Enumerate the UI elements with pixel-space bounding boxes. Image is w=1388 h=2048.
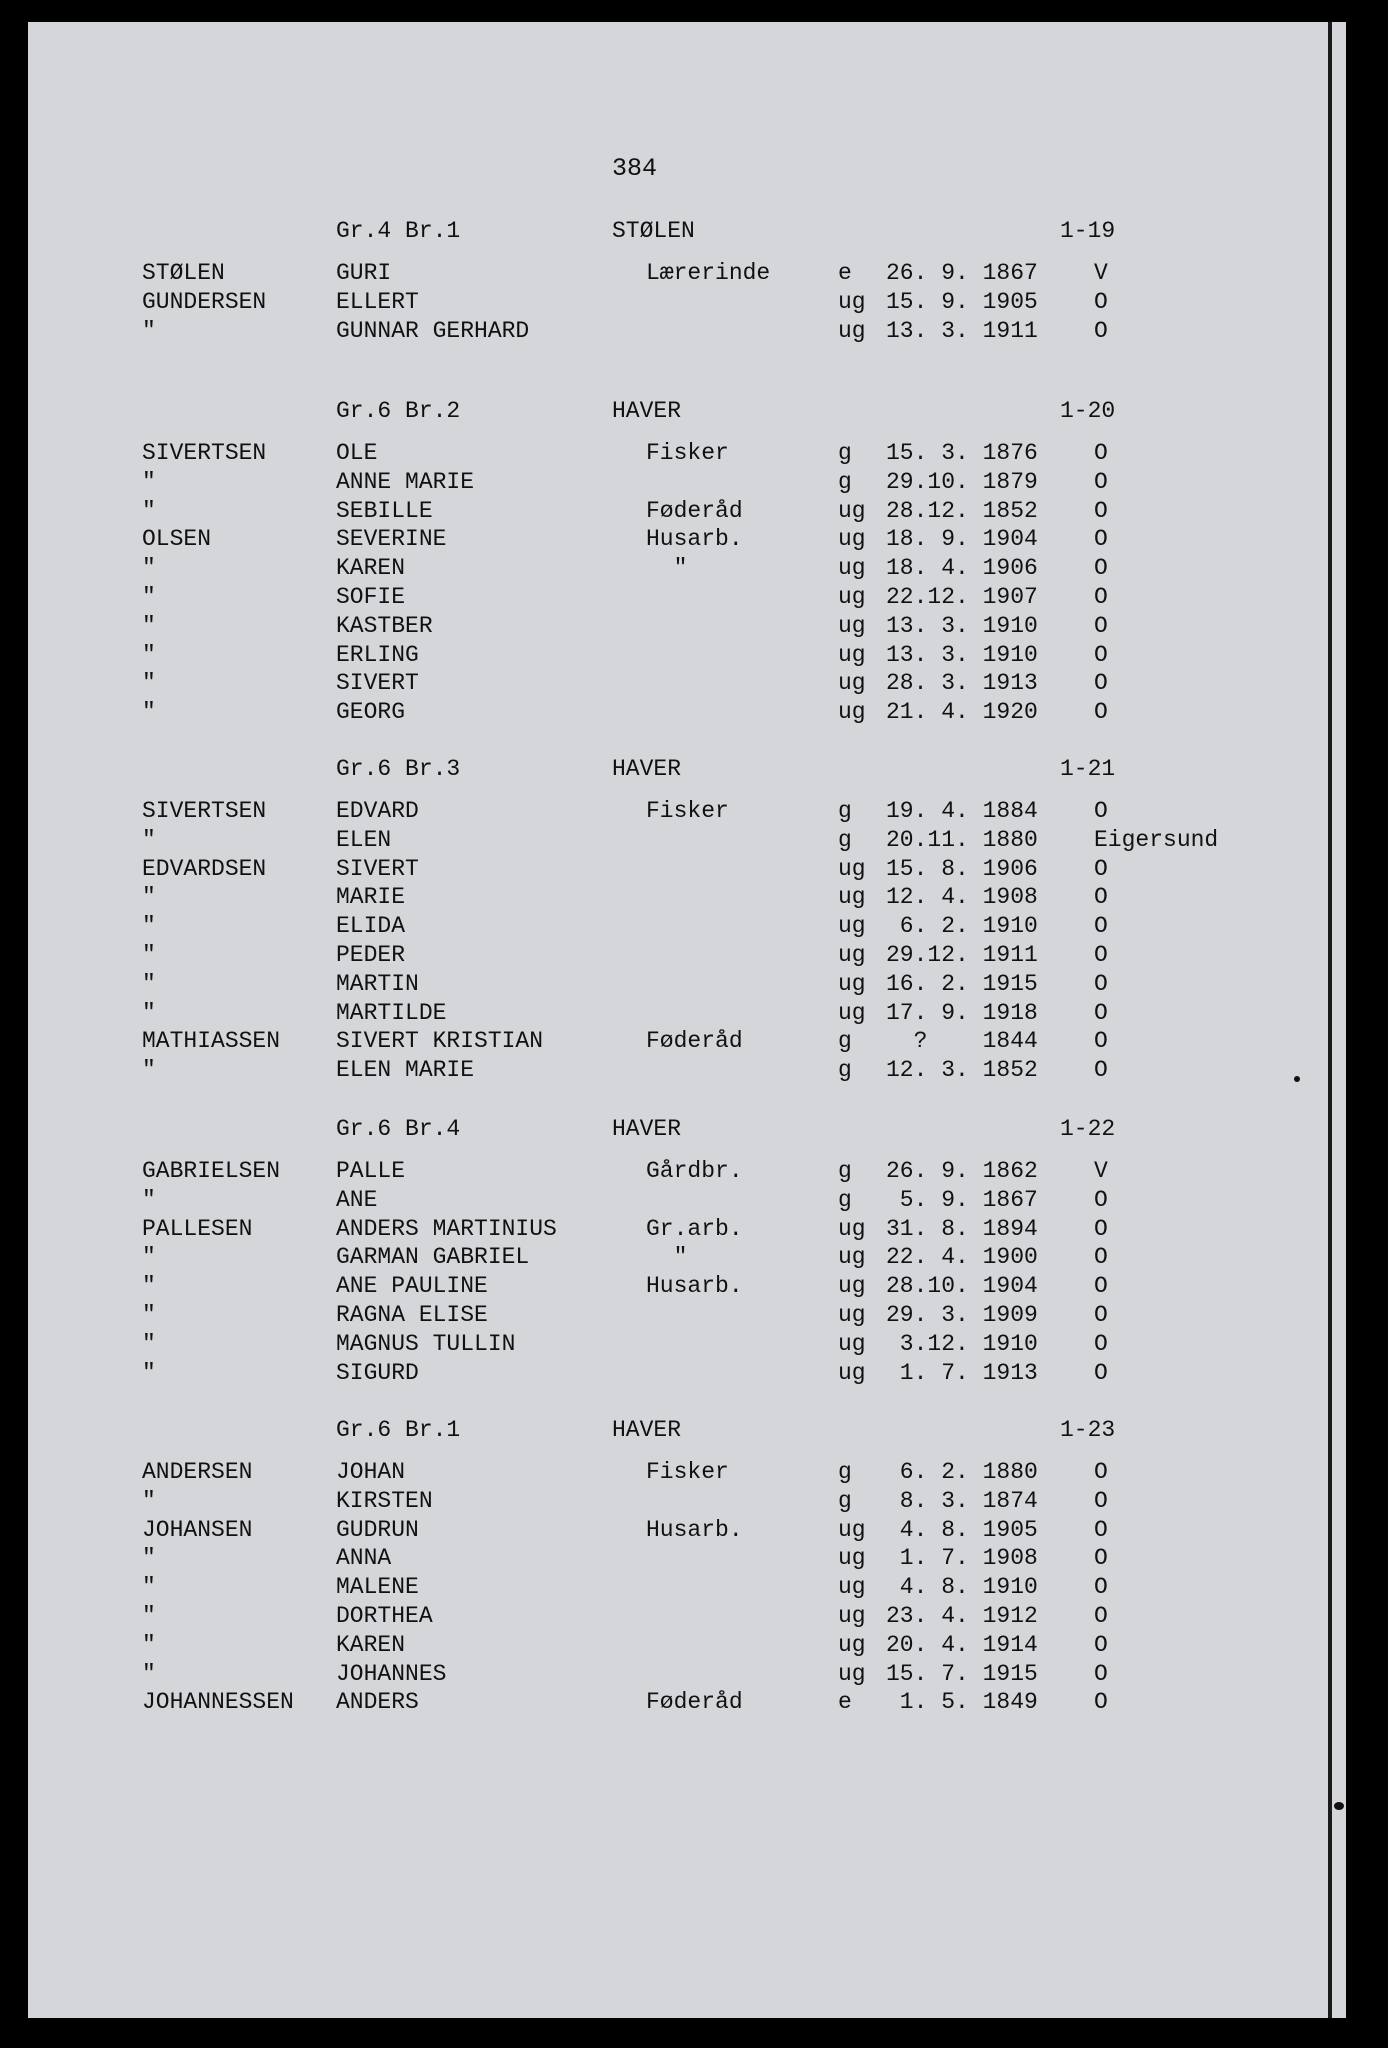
given-name: JOHAN: [336, 1459, 406, 1485]
given-name: KAREN: [336, 555, 406, 582]
given-name: MARIE: [336, 884, 406, 911]
surname: ": [142, 699, 156, 726]
marital-status: ug: [838, 612, 866, 639]
birthplace: O: [1094, 1359, 1108, 1386]
birthplace: O: [1094, 1273, 1108, 1300]
section-gr-br: Gr.4 Br.1: [336, 218, 461, 244]
document-page: [28, 22, 1346, 2018]
birth-date: 1. 5. 1849: [886, 1689, 1038, 1716]
given-name: GUNNAR GERHARD: [336, 317, 530, 344]
marital-status: e: [838, 1689, 852, 1716]
surname: GUNDERSEN: [142, 288, 267, 315]
birthplace: O: [1094, 612, 1108, 639]
birthplace: V: [1094, 1158, 1108, 1184]
birth-date: 20. 4. 1914: [886, 1631, 1038, 1658]
surname: ": [142, 1487, 156, 1514]
given-name: OLE: [336, 440, 378, 466]
surname: ": [142, 942, 156, 968]
occupation: Føderåd: [646, 1689, 743, 1716]
occupation: Husarb.: [646, 526, 743, 553]
marital-status: ug: [838, 1359, 866, 1386]
marital-status: g: [838, 1487, 852, 1514]
birth-date: 4. 8. 1910: [886, 1574, 1038, 1601]
surname: ": [142, 970, 156, 997]
surname: ": [142, 612, 156, 639]
marital-status: ug: [838, 1302, 866, 1328]
given-name: KASTBER: [336, 612, 433, 639]
birth-date: 29.10. 1879: [886, 468, 1038, 495]
birth-date: 6. 2. 1880: [886, 1459, 1038, 1485]
marital-status: g: [838, 798, 852, 824]
birthplace: O: [1094, 1516, 1108, 1543]
surname: STØLEN: [142, 260, 225, 286]
given-name: EDVARD: [336, 798, 419, 824]
marital-status: ug: [838, 317, 866, 344]
marital-status: g: [838, 1057, 852, 1084]
occupation: Føderåd: [646, 497, 743, 524]
birthplace: O: [1094, 699, 1108, 726]
birth-date: 3.12. 1910: [886, 1330, 1038, 1357]
surname: ": [142, 1545, 156, 1572]
marital-status: g: [838, 468, 852, 495]
birth-date: 1. 7. 1908: [886, 1545, 1038, 1572]
birthplace: O: [1094, 1689, 1108, 1716]
marital-status: ug: [838, 1273, 866, 1300]
birthplace: O: [1094, 1603, 1108, 1629]
birthplace: O: [1094, 884, 1108, 911]
section-farm-name: HAVER: [612, 756, 682, 782]
marital-status: ug: [838, 855, 866, 882]
birth-date: 16. 2. 1915: [886, 970, 1038, 997]
marital-status: ug: [838, 641, 866, 668]
birth-date: 15. 9. 1905: [886, 288, 1038, 315]
birthplace: O: [1094, 1330, 1108, 1357]
marital-status: ug: [838, 526, 866, 553]
birthplace: O: [1094, 1057, 1108, 1084]
birthplace: O: [1094, 1302, 1108, 1328]
section-gr-br: Gr.6 Br.4: [336, 1116, 461, 1142]
birth-date: 12. 3. 1852: [886, 1057, 1038, 1084]
surname: EDVARDSEN: [142, 855, 267, 882]
birthplace: V: [1094, 260, 1108, 286]
birthplace: O: [1094, 1244, 1108, 1271]
occupation: ": [646, 1244, 688, 1271]
section-farm-name: HAVER: [612, 1116, 682, 1142]
birthplace: O: [1094, 1631, 1108, 1658]
birthplace: O: [1094, 497, 1108, 524]
given-name: ANNA: [336, 1545, 392, 1572]
marital-status: ug: [838, 699, 866, 726]
surname: SIVERTSEN: [142, 440, 267, 466]
birth-date: 13. 3. 1910: [886, 641, 1038, 668]
given-name: KAREN: [336, 1631, 406, 1658]
birth-date: 18. 4. 1906: [886, 555, 1038, 582]
surname: ": [142, 1186, 156, 1213]
section-household-number: 1-21: [1060, 756, 1116, 782]
birth-date: ? 1844: [886, 1028, 1038, 1055]
marital-status: ug: [838, 1574, 866, 1601]
birthplace: O: [1094, 1459, 1108, 1485]
marital-status: g: [838, 1158, 852, 1184]
section-farm-name: STØLEN: [612, 218, 695, 244]
surname: PALLESEN: [142, 1215, 253, 1242]
birthplace: O: [1094, 1574, 1108, 1601]
given-name: ERLING: [336, 641, 419, 668]
surname: ANDERSEN: [142, 1459, 253, 1485]
marital-status: ug: [838, 1603, 866, 1629]
section-farm-name: HAVER: [612, 1417, 682, 1443]
surname: ": [142, 555, 156, 582]
surname: ": [142, 641, 156, 668]
birthplace: O: [1094, 798, 1108, 824]
marital-status: ug: [838, 1545, 866, 1572]
birthplace: O: [1094, 555, 1108, 582]
occupation: Fisker: [646, 798, 729, 824]
occupation: ": [646, 555, 688, 582]
given-name: ANE: [336, 1186, 378, 1213]
surname: ": [142, 1057, 156, 1084]
surname: ": [142, 317, 156, 344]
given-name: PEDER: [336, 942, 406, 968]
marital-status: ug: [838, 288, 866, 315]
birthplace: O: [1094, 468, 1108, 495]
birth-date: 17. 9. 1918: [886, 999, 1038, 1026]
birthplace: O: [1094, 855, 1108, 882]
marital-status: ug: [838, 999, 866, 1026]
section-household-number: 1-23: [1060, 1417, 1116, 1443]
given-name: ELLERT: [336, 288, 419, 315]
birthplace: O: [1094, 288, 1108, 315]
given-name: RAGNA ELISE: [336, 1302, 488, 1328]
section-household-number: 1-22: [1060, 1116, 1116, 1142]
birthplace: O: [1094, 1487, 1108, 1514]
birthplace: O: [1094, 1186, 1108, 1213]
given-name: MAGNUS TULLIN: [336, 1330, 516, 1357]
given-name: DORTHEA: [336, 1603, 433, 1629]
birth-date: 29. 3. 1909: [886, 1302, 1038, 1328]
birthplace: O: [1094, 317, 1108, 344]
birthplace: O: [1094, 970, 1108, 997]
marital-status: ug: [838, 1660, 866, 1687]
given-name: SEVERINE: [336, 526, 447, 553]
given-name: ANNE MARIE: [336, 468, 475, 495]
occupation: Husarb.: [646, 1516, 743, 1543]
marital-status: ug: [838, 884, 866, 911]
marital-status: ug: [838, 1330, 866, 1357]
surname: ": [142, 884, 156, 911]
section-gr-br: Gr.6 Br.1: [336, 1417, 461, 1443]
surname: JOHANSEN: [142, 1516, 253, 1543]
marital-status: ug: [838, 497, 866, 524]
scan-speck: [1334, 1802, 1344, 1810]
birth-date: 22.12. 1907: [886, 584, 1038, 610]
marital-status: g: [838, 1028, 852, 1055]
marital-status: ug: [838, 1516, 866, 1543]
birth-date: 15. 7. 1915: [886, 1660, 1038, 1687]
given-name: GEORG: [336, 699, 406, 726]
given-name: ELEN MARIE: [336, 1057, 475, 1084]
given-name: SOFIE: [336, 584, 406, 610]
occupation: Lærerinde: [646, 260, 771, 286]
given-name: ANE PAULINE: [336, 1273, 488, 1300]
surname: ": [142, 1603, 156, 1629]
surname: JOHANNESSEN: [142, 1689, 294, 1716]
marital-status: ug: [838, 1244, 866, 1271]
birth-date: 29.12. 1911: [886, 942, 1038, 968]
given-name: GARMAN GABRIEL: [336, 1244, 530, 1271]
birth-date: 23. 4. 1912: [886, 1603, 1038, 1629]
marital-status: e: [838, 260, 852, 286]
occupation: Fisker: [646, 440, 729, 466]
given-name: SIVERT: [336, 855, 419, 882]
given-name: SIVERT: [336, 670, 419, 697]
section-farm-name: HAVER: [612, 398, 682, 424]
marital-status: g: [838, 1186, 852, 1213]
given-name: JOHANNES: [336, 1660, 447, 1687]
occupation: Gr.arb.: [646, 1215, 743, 1242]
birth-date: 28.12. 1852: [886, 497, 1038, 524]
surname: ": [142, 826, 156, 853]
birthplace: O: [1094, 1028, 1108, 1055]
surname: ": [142, 1660, 156, 1687]
given-name: ANDERS MARTINIUS: [336, 1215, 557, 1242]
marital-status: ug: [838, 555, 866, 582]
given-name: SEBILLE: [336, 497, 433, 524]
birth-date: 28. 3. 1913: [886, 670, 1038, 697]
birth-date: 31. 8. 1894: [886, 1215, 1038, 1242]
marital-status: ug: [838, 970, 866, 997]
birthplace: O: [1094, 913, 1108, 940]
surname: ": [142, 497, 156, 524]
birth-date: 12. 4. 1908: [886, 884, 1038, 911]
marital-status: ug: [838, 1215, 866, 1242]
birthplace: O: [1094, 999, 1108, 1026]
occupation: Fisker: [646, 1459, 729, 1485]
birth-date: 5. 9. 1867: [886, 1186, 1038, 1213]
marital-status: g: [838, 826, 852, 853]
birthplace: O: [1094, 641, 1108, 668]
birth-date: 18. 9. 1904: [886, 526, 1038, 553]
birthplace: O: [1094, 942, 1108, 968]
given-name: MARTILDE: [336, 999, 447, 1026]
given-name: ELIDA: [336, 913, 406, 940]
birth-date: 26. 9. 1867: [886, 260, 1038, 286]
birth-date: 21. 4. 1920: [886, 699, 1038, 726]
surname: ": [142, 1631, 156, 1658]
given-name: MALENE: [336, 1574, 419, 1601]
given-name: SIVERT KRISTIAN: [336, 1028, 544, 1055]
marital-status: ug: [838, 913, 866, 940]
birth-date: 6. 2. 1910: [886, 913, 1038, 940]
given-name: GURI: [336, 260, 392, 286]
birthplace: O: [1094, 1545, 1108, 1572]
scan-edge-line: [1328, 22, 1332, 2018]
marital-status: g: [838, 440, 852, 466]
marital-status: ug: [838, 670, 866, 697]
birth-date: 26. 9. 1862: [886, 1158, 1038, 1184]
surname: ": [142, 1273, 156, 1300]
occupation: Gårdbr.: [646, 1158, 743, 1184]
surname: ": [142, 468, 156, 495]
given-name: PALLE: [336, 1158, 406, 1184]
surname: OLSEN: [142, 526, 212, 553]
birth-date: 8. 3. 1874: [886, 1487, 1038, 1514]
birth-date: 13. 3. 1910: [886, 612, 1038, 639]
birthplace: O: [1094, 670, 1108, 697]
section-household-number: 1-19: [1060, 218, 1116, 244]
birth-date: 15. 3. 1876: [886, 440, 1038, 466]
surname: ": [142, 1330, 156, 1357]
given-name: ELEN: [336, 826, 392, 853]
birthplace: O: [1094, 440, 1108, 466]
occupation: Husarb.: [646, 1273, 743, 1300]
birth-date: 19. 4. 1884: [886, 798, 1038, 824]
surname: ": [142, 1574, 156, 1601]
marital-status: ug: [838, 1631, 866, 1658]
marital-status: ug: [838, 942, 866, 968]
marital-status: ug: [838, 584, 866, 610]
given-name: SIGURD: [336, 1359, 419, 1386]
birthplace: O: [1094, 584, 1108, 610]
marital-status: g: [838, 1459, 852, 1485]
given-name: ANDERS: [336, 1689, 419, 1716]
surname: ": [142, 1244, 156, 1271]
birth-date: 28.10. 1904: [886, 1273, 1038, 1300]
section-gr-br: Gr.6 Br.3: [336, 756, 461, 782]
birthplace: Eigersund: [1094, 826, 1219, 853]
birth-date: 1. 7. 1913: [886, 1359, 1038, 1386]
surname: ": [142, 913, 156, 940]
surname: ": [142, 999, 156, 1026]
birthplace: O: [1094, 1660, 1108, 1687]
page-number: 384: [612, 154, 658, 183]
surname: MATHIASSEN: [142, 1028, 281, 1055]
birth-date: 15. 8. 1906: [886, 855, 1038, 882]
surname: ": [142, 670, 156, 697]
section-household-number: 1-20: [1060, 398, 1116, 424]
given-name: GUDRUN: [336, 1516, 419, 1543]
birth-date: 20.11. 1880: [886, 826, 1038, 853]
occupation: Føderåd: [646, 1028, 743, 1055]
scan-speck: [1294, 1076, 1300, 1082]
given-name: KIRSTEN: [336, 1487, 433, 1514]
surname: ": [142, 1359, 156, 1386]
surname: SIVERTSEN: [142, 798, 267, 824]
birthplace: O: [1094, 526, 1108, 553]
surname: ": [142, 584, 156, 610]
birth-date: 13. 3. 1911: [886, 317, 1038, 344]
surname: GABRIELSEN: [142, 1158, 281, 1184]
section-gr-br: Gr.6 Br.2: [336, 398, 461, 424]
birth-date: 4. 8. 1905: [886, 1516, 1038, 1543]
surname: ": [142, 1302, 156, 1328]
birth-date: 22. 4. 1900: [886, 1244, 1038, 1271]
birthplace: O: [1094, 1215, 1108, 1242]
given-name: MARTIN: [336, 970, 419, 997]
